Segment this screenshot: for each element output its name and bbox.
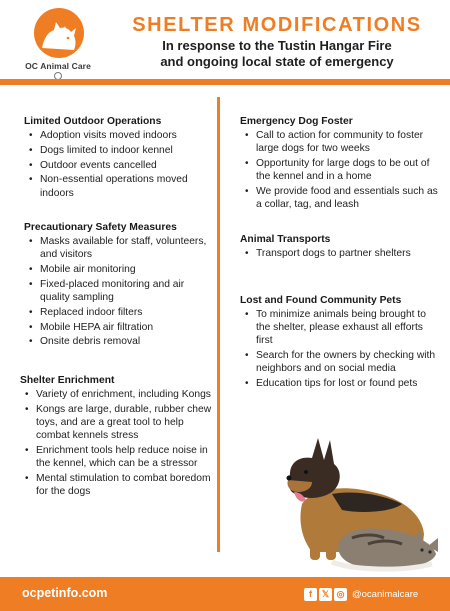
header xyxy=(0,0,450,80)
x-icon[interactable]: 𝕏 xyxy=(319,588,332,601)
subtitle-line-2: and ongoing local state of emergency xyxy=(160,54,394,69)
list-item: • Opportunity for large dogs to be out of the kennel and in a home xyxy=(240,157,440,183)
list-item: • Mental stimulation to combat boredom for the dogs xyxy=(20,472,212,498)
list-item: • We provide food and essentials such as a collar, tag, and leash xyxy=(240,185,440,211)
oc-animal-care-logo xyxy=(8,6,108,78)
subtitle-line-1: In response to the Tustin Hangar Fire xyxy=(162,38,392,53)
page-title: SHELTER MODIFICATIONS xyxy=(132,14,422,36)
section-animal-transports xyxy=(240,234,440,262)
list-item: • Search for the owners by checking with neighbors and on social media xyxy=(240,349,440,375)
column-divider xyxy=(217,97,220,552)
list-item: • Transport dogs to partner shelters xyxy=(240,247,440,260)
instagram-icon[interactable]: ◎ xyxy=(334,588,347,601)
section-heading: Limited Outdoor Operations xyxy=(24,116,162,127)
list-item: • Onsite debris removal xyxy=(24,335,212,348)
section-shelter-enrichment xyxy=(20,375,212,500)
page-subtitle xyxy=(112,38,442,70)
header-divider xyxy=(0,79,450,85)
dog-and-cat-photo xyxy=(272,434,444,574)
list-item: • Masks available for staff, volunteers, and visitors xyxy=(24,235,212,261)
social-handle[interactable]: @ocanimalcare xyxy=(352,588,419,600)
list-item: • Outdoor events cancelled xyxy=(24,159,212,172)
section-heading: Emergency Dog Foster xyxy=(240,116,353,127)
list-item: • Mobile air monitoring xyxy=(24,263,212,276)
list-item: • Adoption visits moved indoors xyxy=(24,129,212,142)
list-item: • Replaced indoor filters xyxy=(24,306,212,319)
list-item: • Mobile HEPA air filtration xyxy=(24,321,212,334)
section-heading: Precautionary Safety Measures xyxy=(24,222,177,233)
section-heading: Shelter Enrichment xyxy=(20,375,115,386)
list-item: • Variety of enrichment, including Kongs xyxy=(20,388,212,401)
website-link[interactable]: ocpetinfo.com xyxy=(22,586,108,600)
list-item: • Kongs are large, durable, rubber chew toys, and are a great tool to help combat kennels stress xyxy=(20,403,212,443)
dog-cat-silhouette-icon xyxy=(34,8,84,58)
list-item: • Fixed-placed monitoring and air quality sampling xyxy=(24,278,212,304)
facebook-icon[interactable]: f xyxy=(304,588,317,601)
section-lost-and-found-community-pets xyxy=(240,295,440,392)
list-item: • To minimize animals being brought to the shelter, please exhaust all efforts first xyxy=(240,308,440,348)
section-emergency-dog-foster xyxy=(240,116,440,213)
section-precautionary-safety-measures xyxy=(24,222,212,350)
list-item: • Call to action for community to foster large dogs for two weeks xyxy=(240,129,440,155)
section-heading: Lost and Found Community Pets xyxy=(240,295,402,306)
list-item: • Education tips for lost or found pets xyxy=(240,377,440,390)
logo-circle xyxy=(34,8,84,58)
footer xyxy=(0,577,450,611)
section-heading: Animal Transports xyxy=(240,234,331,245)
section-limited-outdoor-operations xyxy=(24,116,212,201)
list-item: • Dogs limited to indoor kennel xyxy=(24,144,212,157)
social-links xyxy=(304,586,418,602)
list-item: • Non-essential operations moved indoors xyxy=(24,173,212,199)
list-item: • Enrichment tools help reduce noise in the kennel, which can be a stressor xyxy=(20,444,212,470)
logo-text: OC Animal Care xyxy=(25,61,91,71)
